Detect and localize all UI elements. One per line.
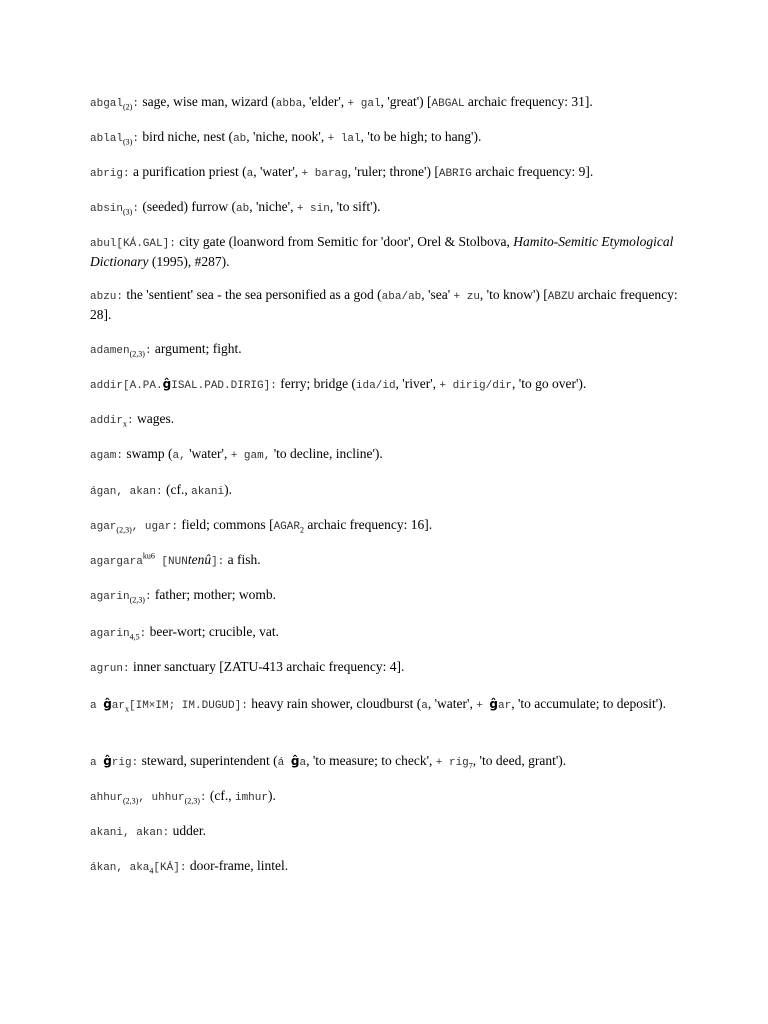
dictionary-entry	[90, 233, 682, 270]
definition-text: heavy rain shower, cloudburst (	[247, 696, 422, 711]
definition-text: , 'to accumulate; to deposit').	[511, 696, 667, 711]
subscript-index: x	[123, 419, 128, 429]
dictionary-entry	[90, 163, 682, 183]
definition-text: , 'to measure; to check',	[306, 753, 436, 768]
g-tilde-glyph: ĝ	[103, 754, 112, 768]
headword-text: ab	[236, 203, 250, 215]
definition-text: , 'water',	[253, 164, 302, 179]
headword-text: a	[421, 700, 428, 712]
headword-text: a	[246, 168, 254, 180]
headword-text: agarin	[90, 628, 130, 640]
headword-text: + sin	[296, 203, 330, 215]
definition-text: archaic frequency: 16].	[303, 517, 433, 532]
headword-text: + lal	[327, 133, 361, 145]
dictionary-entry	[90, 787, 682, 807]
definition-text: ferry; bridge (	[276, 376, 356, 391]
definition-text: , 'sea'	[421, 287, 454, 302]
headword-text: + dirig/dir	[439, 380, 513, 392]
definition-text: , 'to deed, grant').	[472, 753, 567, 768]
headword-text: ida/id	[355, 380, 396, 392]
dictionary-entry	[90, 822, 682, 842]
definition-text: the 'sentient' sea - the sea personified as a god (	[123, 287, 382, 302]
definition-text: bird niche, nest (	[138, 129, 234, 144]
subscript-index: (2,3)	[116, 525, 132, 535]
headword-text: ahhur	[90, 792, 124, 804]
headword-text: [KÁ]:	[153, 862, 187, 874]
headword-text: abba	[275, 98, 303, 110]
definition-text: door-frame, lintel.	[186, 858, 289, 873]
dictionary-entry	[90, 128, 682, 148]
headword-text: ákan, aka	[90, 862, 150, 874]
definition-text: , 'ruler; throne') [	[347, 164, 439, 179]
dictionary-entry	[90, 752, 682, 772]
g-tilde-glyph: ĝ	[489, 697, 499, 711]
dictionary-entry	[90, 340, 682, 360]
subscript-index: 2	[299, 525, 304, 535]
headword-text: :	[127, 415, 134, 427]
headword-text: ABRIG	[438, 168, 472, 180]
headword-text: :	[132, 133, 139, 145]
definition-text: city gate (loanword from Semitic for 'door', Orel & Stolbova,	[175, 234, 514, 249]
subscript-index: x	[125, 704, 129, 714]
dictionary-entry	[90, 93, 682, 113]
headword-text: abrig:	[90, 168, 130, 180]
definition-text: steward, superintendent (	[138, 753, 278, 768]
headword-text: [IM×IM; IM.DUGUD]:	[129, 700, 248, 712]
definition-text: ).	[268, 788, 276, 803]
headword-text: + gam,	[230, 450, 271, 462]
headword-text: a,	[172, 450, 186, 462]
subscript-index: (2,3)	[129, 595, 145, 605]
headword-text: ]:	[211, 556, 225, 568]
dictionary-entry	[90, 286, 682, 323]
headword-text: ISAL.PAD.DIRIG]:	[171, 380, 277, 392]
headword-text: ar	[498, 700, 512, 712]
definition-text: archaic frequency: 9].	[471, 164, 594, 179]
subscript-index: (3)	[123, 207, 133, 217]
headword-text: :	[144, 345, 152, 357]
subscript-index: 4,5	[129, 632, 140, 642]
definition-text: , 'to go over').	[512, 376, 587, 391]
italic-text: Hamito-Semitic Etymological Dictionary	[90, 234, 674, 269]
subscript-index: (2,3)	[129, 349, 145, 359]
headword-text: a	[299, 757, 307, 769]
headword-text: ab	[233, 133, 247, 145]
headword-text: adamen	[90, 345, 130, 357]
definition-text: (seeded) furrow (	[138, 199, 237, 214]
headword-text: + gal	[347, 98, 381, 110]
headword-text: agargara	[90, 556, 143, 568]
definition-text: 'water',	[185, 446, 231, 461]
definition-text: (cf.,	[162, 482, 192, 497]
headword-text: +	[476, 700, 490, 712]
dictionary-entry	[90, 481, 682, 501]
definition-text: father; mother; womb.	[151, 587, 277, 602]
definition-text: a purification priest (	[129, 164, 247, 179]
g-tilde-glyph: ĝ	[103, 697, 112, 711]
headword-text: ablal	[90, 133, 124, 145]
subscript-index: (3)	[123, 137, 133, 147]
headword-text: + barag	[301, 168, 348, 180]
headword-text: + zu	[453, 291, 480, 303]
italic-text: tenû	[187, 552, 212, 567]
definition-text: sage, wise man, wizard (	[138, 94, 276, 109]
headword-text: :	[132, 98, 139, 110]
dictionary-entry	[90, 516, 682, 536]
subscript-index: 4	[149, 866, 154, 876]
g-tilde-glyph: ĝ	[290, 754, 300, 768]
headword-text: [NUN	[154, 556, 188, 568]
headword-text: ágan, akan:	[90, 486, 163, 498]
headword-text: imhur	[234, 792, 268, 804]
headword-text: a	[90, 700, 104, 712]
headword-text: , uhhur	[138, 792, 185, 804]
headword-text: abgal	[90, 98, 124, 110]
dictionary-entry	[90, 445, 682, 465]
subscript-index: (2)	[123, 102, 133, 112]
headword-text: ABGAL	[431, 98, 465, 110]
dictionary-entry	[90, 695, 682, 715]
headword-text: :	[139, 628, 147, 640]
headword-text: agam:	[90, 450, 124, 462]
definition-text: , 'niche, nook',	[246, 129, 328, 144]
definition-text: (1995), #287).	[148, 254, 230, 269]
headword-text: á	[277, 757, 291, 769]
definition-text: ).	[224, 482, 232, 497]
subscript-index: (2,3)	[184, 796, 200, 806]
headword-text: abzu:	[90, 291, 124, 303]
definition-text: swamp (	[123, 446, 173, 461]
definition-text: argument; fight.	[151, 341, 242, 356]
superscript-determinative: ku6	[142, 551, 155, 561]
definition-text: 'to decline, incline').	[270, 446, 383, 461]
headword-text: + rig	[435, 757, 469, 769]
dictionary-entry	[90, 658, 682, 678]
definition-text: (cf.,	[206, 788, 235, 803]
definition-text: , 'elder',	[302, 94, 348, 109]
headword-text: agrun:	[90, 663, 130, 675]
definition-text: , 'niche',	[249, 199, 297, 214]
definition-text: udder.	[169, 823, 206, 838]
subscript-index: 7	[468, 761, 473, 771]
headword-text: agar	[90, 521, 117, 533]
headword-text: a	[90, 757, 104, 769]
headword-text: ar	[111, 700, 125, 712]
dictionary-entry	[90, 551, 682, 571]
headword-text: akani	[191, 486, 225, 498]
definition-text: inner sanctuary [ZATU-413 archaic frequency: 4].	[129, 659, 405, 674]
definition-text: , 'to be high; to hang').	[360, 129, 482, 144]
definition-text: wages.	[133, 411, 175, 426]
headword-text: absin	[90, 203, 124, 215]
definition-text: , 'river',	[395, 376, 440, 391]
definition-text: archaic frequency: 28].	[90, 287, 678, 322]
headword-text: aba/ab	[381, 291, 422, 303]
g-tilde-glyph: ĝ	[162, 377, 172, 391]
headword-text: :	[199, 792, 207, 804]
definition-text: a fish.	[224, 552, 261, 567]
definition-text: field; commons [	[177, 517, 274, 532]
dictionary-entry	[90, 623, 682, 643]
definition-text: , 'great') [	[380, 94, 432, 109]
dictionary-entry	[90, 198, 682, 218]
headword-text: agarin	[90, 591, 130, 603]
dictionary-entry	[90, 375, 682, 395]
headword-text: abul[KÁ.GAL]:	[90, 238, 176, 250]
headword-text: , ugar:	[131, 521, 178, 533]
definition-text: , 'to sift').	[329, 199, 381, 214]
definition-text: , 'water',	[427, 696, 477, 711]
dictionary-entry	[90, 410, 682, 430]
headword-text: :	[144, 591, 152, 603]
headword-text: :	[132, 203, 139, 215]
subscript-index: (2,3)	[123, 796, 139, 806]
definition-text: , 'to know') [	[479, 287, 548, 302]
headword-text: rig:	[111, 757, 139, 769]
headword-text: akani, akan:	[90, 827, 170, 839]
definition-text: archaic frequency: 31].	[464, 94, 593, 109]
headword-text: addir	[90, 415, 124, 427]
headword-text: ABZU	[547, 291, 575, 303]
dictionary-entry	[90, 586, 682, 606]
headword-text: AGAR	[273, 521, 300, 533]
dictionary-entry	[90, 857, 682, 877]
definition-text: beer-wort; crucible, vat.	[146, 624, 280, 639]
headword-text: addir[A.PA.	[90, 380, 163, 392]
